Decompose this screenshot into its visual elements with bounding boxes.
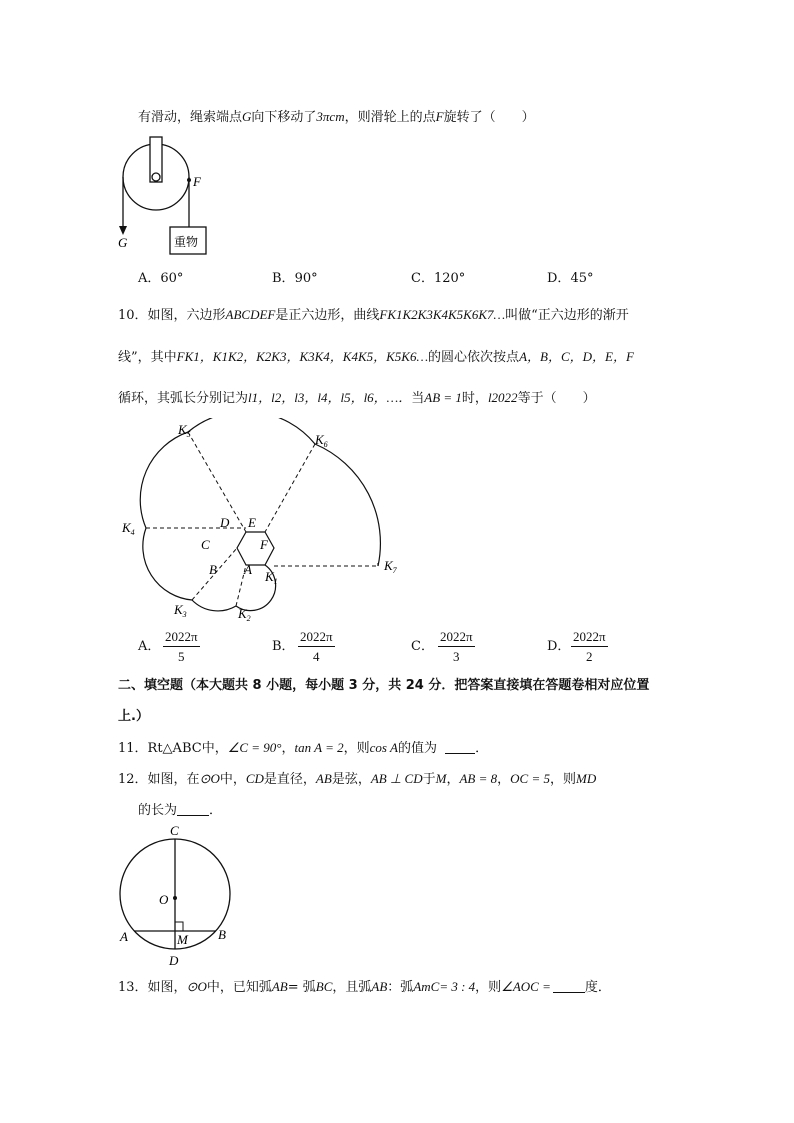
label-O-12: O — [159, 892, 169, 907]
label-K2: $K_2$ — [238, 606, 251, 623]
label-F: F — [193, 174, 201, 189]
label-B-12: B — [218, 927, 226, 942]
center-O — [173, 896, 177, 900]
q9-option-b[interactable]: B．90° — [272, 271, 318, 286]
q10-option-c-letter[interactable]: C． — [411, 639, 434, 654]
rope-arrow — [119, 226, 127, 235]
label-C-12: C — [170, 823, 179, 838]
label-E: E — [248, 515, 256, 530]
label-D-12: D — [169, 953, 179, 968]
q12-answer-blank[interactable] — [177, 803, 209, 816]
label-A-12: A — [120, 929, 128, 944]
q10-option-c-fraction[interactable]: $\frac{2022\pi}{3}$ — [440, 629, 473, 664]
label-K1: $K_1$ — [265, 569, 278, 586]
q9-option-c[interactable]: C．120° — [411, 271, 466, 286]
dash-k5 — [188, 432, 246, 532]
label-K7: $K_7$ — [384, 558, 397, 575]
q10-line3: 循环，其弧长分别记为l1，l2，l3，l4，l5，l6，…．当AB = 1时，l2022等于（ ） — [118, 390, 596, 406]
dash-k6 — [265, 444, 315, 532]
label-K6: $K_6$ — [315, 432, 328, 449]
pulley-figure — [110, 135, 220, 260]
q12-stem-cont: 的长为 ． — [138, 803, 223, 818]
weight-label: 重物 — [174, 235, 199, 249]
q9-option-a[interactable]: A．60° — [138, 271, 184, 286]
q10-option-d-fraction[interactable]: $\frac{2022\pi}{2}$ — [573, 629, 606, 664]
hexagon-involute-figure — [110, 418, 410, 623]
label-D: D — [220, 515, 230, 530]
q12-stem: 12．如图，在⊙O中，CD是直径，AB是弦，AB ⊥ CD于M，AB = 8，OC = 5，则MD — [118, 771, 597, 787]
right-angle-mark — [175, 922, 183, 931]
q10-option-b-fraction[interactable]: $\frac{2022\pi}{4}$ — [300, 629, 333, 664]
label-K4: $K_4$ — [122, 520, 135, 537]
q13-answer-blank[interactable] — [553, 980, 585, 993]
q10-option-d-letter[interactable]: D． — [547, 639, 571, 654]
q10-line2: 线”，其中FK1，K1K2，K2K3，K3K4，K4K5，K5K6…的圆心依次按点A，B，C，D，E，F — [118, 349, 634, 365]
q10-option-b-letter[interactable]: B． — [272, 639, 295, 654]
label-B: B — [209, 562, 217, 577]
q10-option-a-letter[interactable]: A． — [138, 639, 161, 654]
label-C: C — [201, 537, 210, 552]
circle-chord-figure — [112, 822, 242, 972]
label-M-12: M — [177, 932, 188, 947]
q9-stem: 有滑动，绳索端点G向下移动了3πcm，则滑轮上的点F旋转了（ ） — [138, 109, 535, 125]
q10-line1: 10．如图，六边形ABCDEF是正六边形，曲线FK1K2K3K4K5K6K7…叫做“正六边形的渐开 — [118, 307, 629, 323]
q13-stem: 13．如图，⊙O中，已知弧AB= 弧BC，且弧AB：弧AmC= 3 : 4，则∠AOC = 度． — [118, 979, 611, 995]
section2-title-cont: 上.） — [118, 709, 149, 724]
q11-stem: 11．Rt△ABC中，∠C = 90°，tan A = 2，则cos A的值为 ． — [118, 740, 489, 756]
point-F — [187, 178, 191, 182]
involute-curve — [140, 418, 380, 611]
label-K3: $K_3$ — [174, 602, 187, 619]
pulley-axle — [152, 173, 160, 181]
label-F-hex: F — [260, 537, 268, 552]
regular-hexagon — [237, 532, 274, 565]
label-G: G — [118, 235, 128, 250]
section2-title: 二、填空题（本大题共 8 小题，每小题 3 分，共 24 分．把答案直接填在答题卷相对应位置 — [118, 678, 650, 693]
q10-option-a-fraction[interactable]: $\frac{2022\pi}{5}$ — [165, 629, 198, 664]
q11-answer-blank[interactable] — [445, 741, 475, 754]
label-K5: $K_5$ — [178, 422, 191, 439]
q9-option-d[interactable]: D．45° — [547, 271, 594, 286]
label-A: A — [244, 562, 252, 577]
